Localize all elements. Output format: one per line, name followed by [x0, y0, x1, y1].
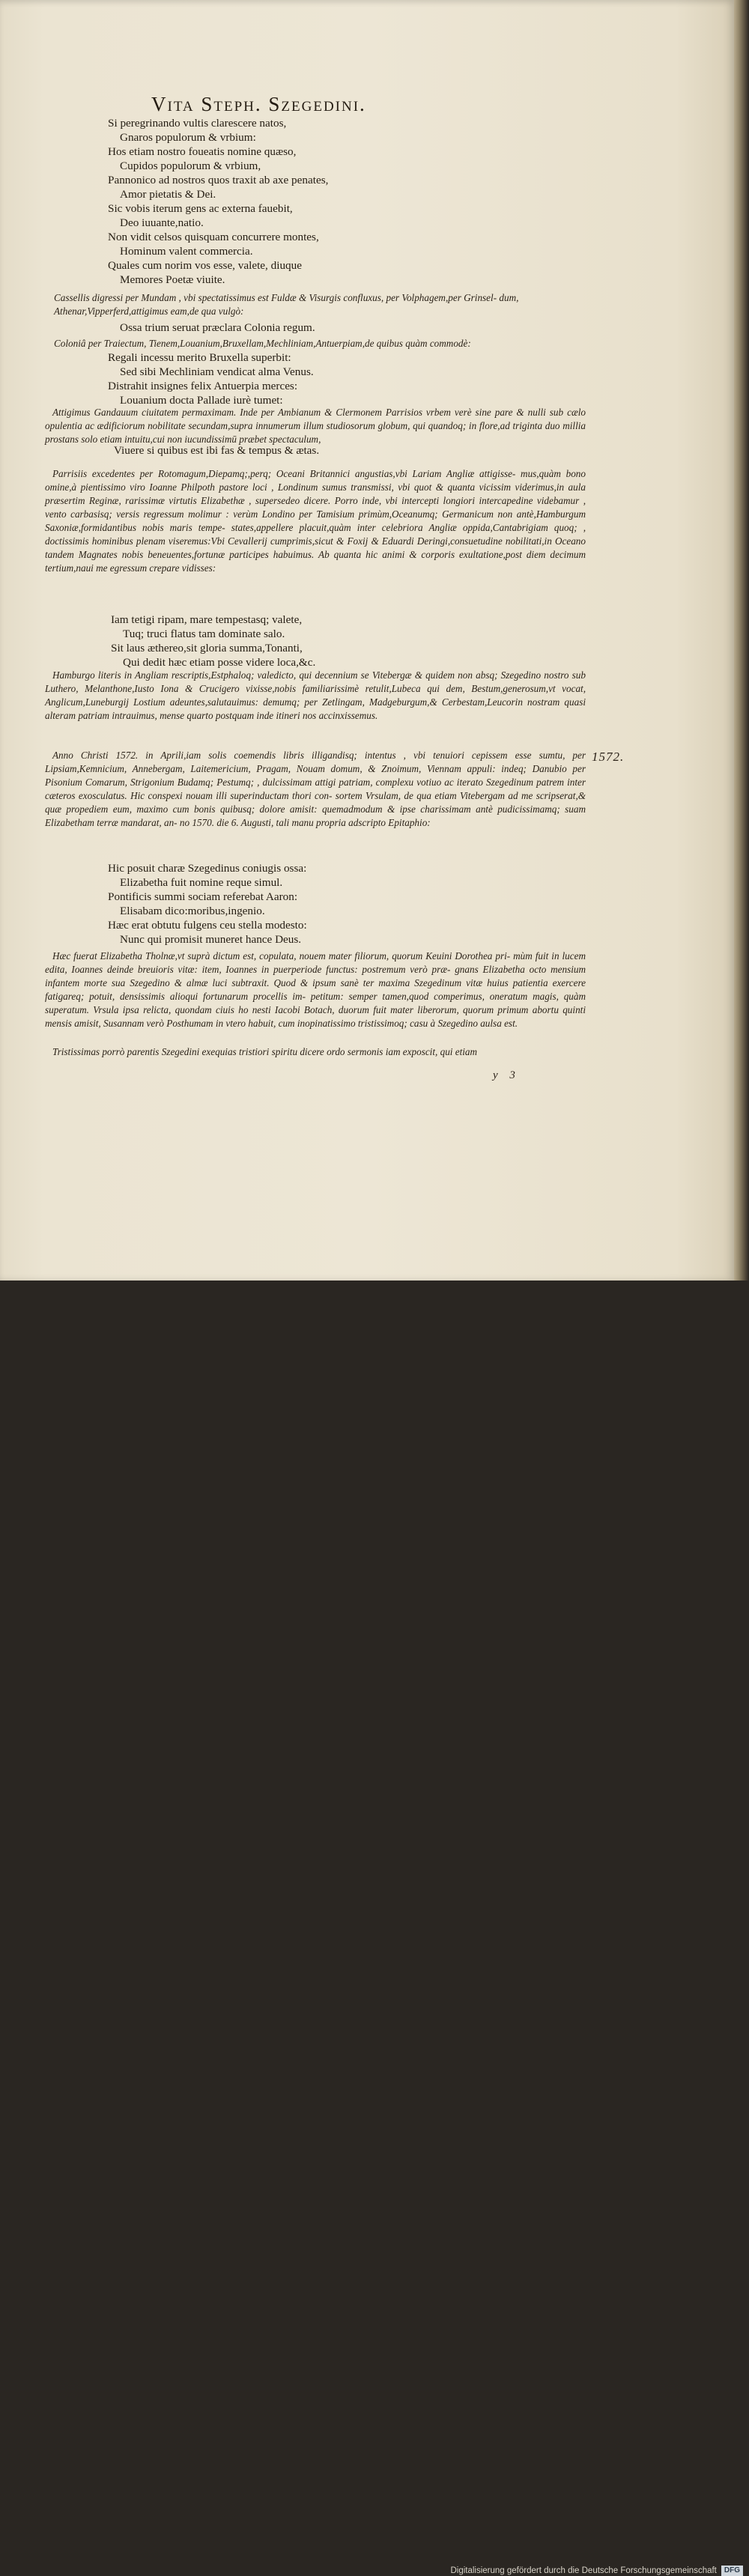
margin-note-year: 1572. [592, 750, 625, 764]
verse-line: Amor pietatis & Dei. [120, 188, 216, 201]
verse-block-3 [111, 613, 315, 669]
verse-line: Nunc qui promisit muneret hance Deus. [120, 933, 302, 946]
verse-viuere [114, 443, 319, 458]
verse-line: Elisabam dico:moribus,ingenio. [120, 905, 265, 917]
paragraph-haec: Hæc fuerat Elizabetha Tholnæ,vt suprà dictum est, copulata, nouem mater filiorum, quorum Keuini Dorothea pri- mùm fuit in lucem edita, Ioannes deinde breuioris vitæ: item, Ioannes in puerperiode functus: postremum verò præ- gnans Elizabetha octo mensium infantem morte sua Szegedino & almæ luci subtraxit. Quod & ipsum sanè ter maxima Szegedinum vitæ huius patientia exercere fatigareq; potuit, densissimis alioqui fortunarum procellis im- petitum: semper tamen,quod comperimus, oneratum magis, quàm superatum. Vrsula ipsa relicta, quondam ciuis ho nesti Iacobi Botach, duorum fuit mater liberorum, quorum primum abortu quinti mensis amisit, Susannam verò Posthumam in vtero habuit, cum inopinatissimo tristissimoq; casu à Szegedino aulsa est. [45, 950, 586, 1029]
verse-line: Ossa trium seruat præclara Colonia regum. [120, 321, 315, 334]
verse-line: Cupidos populorum & vrbium, [120, 160, 261, 172]
verse-line: Sic vobis iterum gens ac externa fauebit, [108, 202, 293, 215]
verse-line: Non vidit celsos quisquam concurrere montes, [108, 231, 319, 243]
paragraph-colonia: Coloniâ per Traiectum, Tienem,Louanium,Bruxellam,Mechliniam,Antuerpiam,de quibus quàm commodè: [54, 338, 471, 349]
paragraph-cassellis: Cassellis digressi per Mundam , vbi spectatissimus est Fuldæ & Visurgis confluxus, per Volphagem,per Grinsel- dum, Athenar,Vipperferd,attigimus eam,de qua vulgò: [54, 292, 519, 317]
verse-line: Deo iuuante,natio. [120, 216, 204, 229]
verse-line: Qui dedit hæc etiam posse videre loca,&c. [123, 656, 316, 669]
digitization-notice [450, 2566, 743, 2576]
verse-line: Hic posuit charæ Szegedinus coniugis ossa: [108, 862, 307, 875]
verse-line: Tuq; truci flatus tam dominate salo. [123, 628, 285, 640]
verse-line: Sit laus æthereo,sit gloria summa,Tonanti, [111, 642, 303, 654]
dfg-logo-icon: DFG [721, 2566, 743, 2576]
verse-line: Sed sibi Mechliniam vendicat alma Venus. [120, 365, 314, 378]
footer-bar [0, 1281, 749, 2575]
verse-block-4 [108, 861, 307, 947]
verse-line: Quales cum norim vos esse, valete, diuque [108, 259, 302, 272]
paragraph-tristissimas: Tristissimas porrò parentis Szegedini exequias tristiori spiritu dicere ordo sermonis iam exposcit, qui etiam [52, 1046, 478, 1057]
verse-block-1 [108, 116, 328, 287]
verse-line: Viuere si quibus est ibi fas & tempus & ætas. [114, 444, 320, 457]
digitization-text: Digitalisierung gefördert durch die Deutsche Forschungsgemeinschaft [450, 2566, 717, 2575]
signature-mark: y 3 [493, 1069, 520, 1081]
paragraph-parrisiis: Parrisiis excedentes per Rotomagum,Diepamq;,perq; Oceani Britannici angustias,vbi Lariam Angliæ attigisse- mus,quàm bono omine,à pientissimo viro Ioanne Philpoth pastore loci , Londinum sumus transmissi, vbi quot & quanta vicissim viderimus,in aula præsertim Reginæ, rarissimæ virtutis Elizabethæ , supersedeo dicere. Porro inde, vbi intercepti longiori intercapedine videbamur , vento carbasisq; versis regressum molimur : verùm Londino per Tamisium primùm,Oceanumq; Germanicum non antè,Hamburgum Saxoniæ,formidantibus nobis maris tempe- states,appellere placuit,quàm inter celebriora Angliæ oppida,Cantabrigiam quoq; , doctissimis hominibus plenam viseremus:Vbi Cevallerij cumprimis,sicut & Foxij & Eduardi Deringi,consuetudine nobilitati,in Oceano tandem Magnates nobis beneuentes,fortunæ participes habuimus. Ab quanta hic animi & corporis exultatione,post diem decimum tertium,naui me egressum crepare vidisses: [45, 468, 586, 574]
page-edge-shadow [734, 0, 749, 1281]
verse-line: Pannonico ad nostros quos traxit ab axe penates, [108, 174, 329, 186]
paragraph-anno: Anno Christi 1572. in Aprili,iam solis coemendis libris illigandisq; intentus , vbi tenuiori cepissem esse sumtu, per Lipsiam,Kemnicium, Annebergam, Laitemericium, Pragam, Nouam domum, & Znoimum, Viennam appuli: indeq; Danubio per Pisonium Comarum, Strigonium Budamq; Pestumq; , dulcissimam attigi patriam, complexu votiuo ac iterato Szegedinum patrem inter cæteros exosculatus. Hic conspexi nouam illi superinductam thori con- sortem Vrsulam, de qua etiam Vitebergam ad me scripserat,& quæ propediem eum, maximo cum bonis quibusq; dolore amisit: quemadmodum & ipse charissimam antè pudicissimamq; suam Elizabetham terræ mandarat, an- no 1570. die 6. Augusti, tali manu propria adscripto Epitaphio: [45, 750, 586, 828]
verse-line: Hominum valent commercia. [120, 245, 253, 258]
verse-colonia [120, 321, 315, 335]
verse-line: Hos etiam nostro foueatis nomine quæso, [108, 145, 297, 158]
book-page [0, 0, 734, 1281]
verse-line: Hæc erat obtutu fulgens ceu stella modesto: [108, 919, 307, 932]
verse-line: Pontificis summi sociam referebat Aaron: [108, 890, 298, 903]
verse-line: Gnaros populorum & vrbium: [120, 131, 256, 144]
paragraph-hamburgo: Hamburgo literis in Angliam rescriptis,Estphaloq; valedicto, qui decennium se Vitebergæ & quidem non absq; Szegedino nostro sub Luthero, Melanthone,Iusto Iona & Crucigero vixisse,nobis familiarissimè retulit,Lubeca qui dem, Bestum,generosum,vt vocat, Anglicum,Luneburgij Lostium adeuntes,salutauimus: demumq; per Zetlingam, Madgeburgum,& Cerbestam,Leucorin nostram quasi alteram patriam intrauimus, mense quarto postquam inde itineri nos accinxissemus. [45, 669, 586, 721]
verse-line: Distrahit insignes felix Antuerpia merces: [108, 380, 298, 392]
verse-line: Memores Poetæ viuite. [120, 273, 225, 286]
paragraph-attigimus: Attigimus Gandauum ciuitatem permaximam. Inde per Ambianum & Clermonem Parrisios vrbem verè sine pare & nulli sub cælo opulentia ac ædificiorum nobilitate secundam,supra innumerum illum studiosorum globum, qui quandoq; in flore,ad triginta duo millia prostans solo etiam intuitu,cui non iucundissimū præbet spectaculum, [45, 407, 586, 445]
verse-line: Louanium docta Pallade iurè tumet: [120, 394, 283, 407]
verse-line: Elizabetha fuit nomine reque simul. [120, 876, 283, 889]
verse-line: Iam tetigi ripam, mare tempestasq; valete, [111, 613, 303, 626]
verse-line: Regali incessu merito Bruxella superbit: [108, 351, 291, 364]
verse-line: Si peregrinando vultis clarescere natos, [108, 117, 287, 130]
verse-block-2 [108, 350, 314, 407]
running-head: Vita Steph. Szegedini. [151, 93, 366, 115]
